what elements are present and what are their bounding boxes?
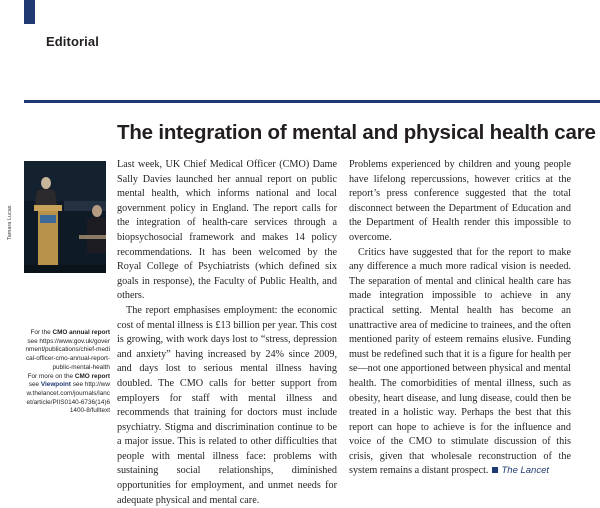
note-text: see xyxy=(27,337,38,345)
cmo-report-link[interactable]: https://www.gov.uk/government/publications/chief-medical-officer-cmo-annual-report-public-mental-health xyxy=(25,337,110,371)
photo-podium-speaker xyxy=(24,161,106,273)
article-column-2 xyxy=(349,158,571,479)
note-text: see xyxy=(28,381,40,389)
cmo-report-note xyxy=(24,329,110,373)
article-column-1 xyxy=(117,158,337,508)
article-photo xyxy=(24,161,106,273)
paragraph-text: Critics have suggested that for the report to make any difference a much more radical vision is needed. The separation of mental and clinical health care has made integration impossible to achieve in any practical setting. Mental health has become an unattractive area of medicine to trainees, and the often mentioned parity of esteem remains elusive. Funding must be redefined such that it is a figure for health per se—not one apportioned between physical and mental health. The comorbidities of mental illness, such as obesity, heart disease, and lung disease, could then be treated in a holistic way. Perhaps the best that this report can hope to achieve is for the influence and voice of the CMO to stimulate discussion of this crisis, given that wholesale reconstruction of the system remains a distant prospect. xyxy=(349,246,571,477)
paragraph: Last week, UK Chief Medical Officer (CMO) Dame Sally Davies launched her annual report on public mental health, which informs national and local government policy in England. The report calls for the integration of health-care services through a biopsychosocial framework and makes 14 policy recommendations. It has been welcomed by the Royal College of Psychiatrists (which defined six goals in response), the Faculty of Public Health, and others. xyxy=(117,159,337,302)
paragraph: The report emphasises employment: the economic cost of mental illness is £13 billion per year. This cost is growing, with work days lost to “stress, depression and anxiety” having increased by 24% since 2009, and days lost to serious mental illness having doubled. The CMO calls for better support from employers for staff with mental illness and recommends that training for doctors must include psychiatry. Stigma and discrimination continue to be a major issue. This is related to other difficulties that people with mental illness face: problems with sustaining social relationships, diminished opportunities for employment, and unmet needs for adequate physical and mental care. xyxy=(117,304,337,506)
photo-credit: Tamara Lucas xyxy=(7,205,13,240)
viewpoint-link[interactable]: see http://www.thelancet.com/journals/lancet/article/PIIS0140-6736(14)61400-8/fulltext xyxy=(26,381,110,415)
viewpoint-link-label[interactable]: Viewpoint xyxy=(40,381,71,389)
paragraph: Problems experienced by children and young people have lifelong repercussions, however critics at the report’s press conference suggested that the total disconnect between the Department of Education and the Department of Health render this impossible to overcome. xyxy=(349,159,571,243)
signoff: The Lancet xyxy=(501,465,550,477)
section-label: Editorial xyxy=(46,34,99,49)
note-text: For more on the xyxy=(27,372,74,380)
note-label: CMO annual report xyxy=(52,329,110,336)
lancet-square-icon xyxy=(492,467,498,473)
note-label: CMO report xyxy=(74,372,110,380)
margin-notes xyxy=(24,329,110,416)
note-text: For the xyxy=(30,329,51,336)
article-title: The integration of mental and physical health care xyxy=(117,121,596,144)
section-color-bar xyxy=(24,0,35,24)
header-rule xyxy=(24,100,600,103)
viewpoint-note xyxy=(24,373,110,417)
paragraph-with-signoff xyxy=(349,246,571,480)
